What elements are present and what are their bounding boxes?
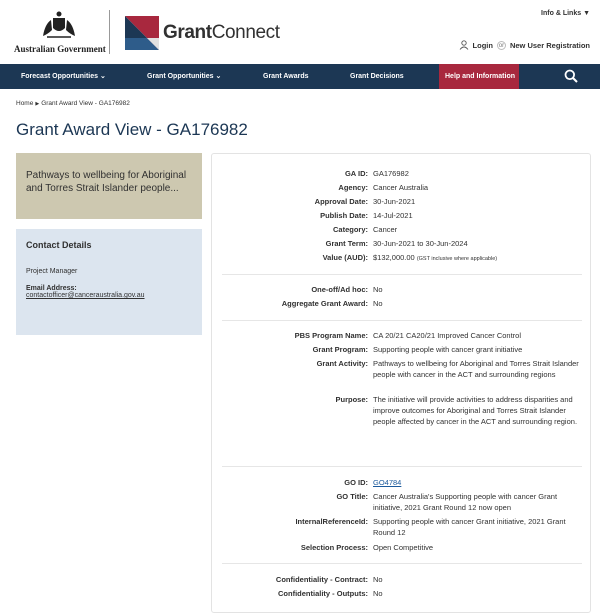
detail-value: Cancer — [373, 225, 398, 234]
award-summary: Pathways to wellbeing for Aboriginal and Torres Strait Islander people... — [26, 170, 187, 194]
detail-label: Agency: — [338, 183, 368, 192]
detail-value: Supporting people with cancer grant initiative — [373, 345, 523, 354]
caret-down-icon: ▼ — [583, 10, 590, 17]
site-header — [0, 0, 600, 64]
section-divider — [222, 320, 582, 321]
contact-details-panel — [16, 229, 202, 335]
detail-label: GA ID: — [344, 169, 368, 178]
page-title: Grant Award View - GA176982 — [16, 120, 248, 139]
nav-label: Help and Information — [445, 73, 515, 80]
detail-value: $132,000.00 — [373, 253, 415, 262]
detail-value: No — [373, 589, 383, 598]
account-links — [459, 40, 590, 50]
contact-email-link[interactable]: contactofficer@canceraustralia.gov.au — [26, 292, 145, 299]
nav-label: Grant Awards — [263, 73, 309, 80]
detail-label: GO Title: — [336, 492, 368, 501]
detail-label: Category: — [332, 225, 368, 234]
email-label: Email Address: — [26, 285, 77, 292]
detail-value: 14-Jul-2021 — [373, 211, 413, 220]
user-icon — [459, 40, 469, 50]
grantconnect-mark-icon[interactable] — [125, 16, 159, 50]
chevron-down-icon: ⌄ — [215, 73, 222, 80]
info-links-menu[interactable] — [541, 10, 590, 17]
detail-value: Supporting people with cancer Grant initiative, 2021 Grant Round 12 — [373, 517, 566, 537]
logo-divider — [109, 10, 110, 54]
nav-label: Grant Opportunities — [147, 73, 214, 80]
detail-label: Grant Program: — [312, 345, 368, 354]
nav-grant-decisions[interactable] — [350, 64, 404, 89]
nav-grant-awards[interactable] — [263, 64, 309, 89]
login-link[interactable]: Login — [472, 40, 493, 50]
contact-role: Project Manager — [26, 268, 78, 275]
detail-value: Pathways to wellbeing for Aboriginal and Torres Strait Islander people with cancer in the ACT and surrounding regions — [373, 359, 579, 379]
detail-label: Selection Process: — [300, 543, 368, 552]
breadcrumb-home[interactable]: Home — [16, 100, 34, 107]
gst-note: (GST inclusive where applicable) — [416, 256, 498, 262]
breadcrumb — [16, 100, 130, 107]
detail-value: GA176982 — [373, 169, 409, 178]
detail-label: Aggregate Grant Award: — [281, 299, 368, 308]
breadcrumb-arrow-icon: ▶ — [35, 101, 40, 107]
nav-label: Forecast Opportunities — [21, 73, 99, 80]
detail-value: No — [373, 575, 383, 584]
detail-value: No — [373, 285, 383, 294]
detail-label: Confidentiality - Contract: — [275, 575, 368, 584]
detail-label: Grant Activity: — [316, 359, 368, 368]
award-summary-panel — [16, 153, 202, 219]
detail-label: Purpose: — [335, 395, 368, 404]
nav-label: Grant Decisions — [350, 73, 404, 80]
nav-grant-opportunities[interactable] — [147, 64, 221, 89]
register-link[interactable]: New User Registration — [509, 40, 590, 50]
detail-value: Cancer Australia's Supporting people with cancer Grant initiative, 2021 Grant Round 12 now open — [373, 492, 558, 512]
chevron-down-icon: ⌄ — [99, 73, 106, 80]
or-separator: or — [498, 42, 505, 49]
detail-value: CA 20/21 CA20/21 Improved Cancer Control — [373, 331, 521, 340]
award-details-card — [211, 153, 591, 613]
detail-value: 30-Jun-2021 to 30-Jun-2024 — [373, 239, 468, 248]
detail-label: One-off/Ad hoc: — [311, 285, 368, 294]
search-icon[interactable] — [564, 69, 578, 83]
detail-value: No — [373, 299, 383, 308]
detail-label: Publish Date: — [320, 211, 368, 220]
section-divider — [222, 563, 582, 564]
grantconnect-wordmark[interactable] — [163, 22, 280, 44]
contact-heading: Contact Details — [26, 240, 92, 250]
nav-forecast-opportunities[interactable] — [21, 64, 106, 89]
detail-value: The initiative will provide activities to address disparities and improve outcomes for Aboriginal and Torres Strait Islander people affected by cancer in the ACT and surrounding region. — [373, 395, 578, 426]
detail-label: Grant Term: — [325, 239, 368, 248]
coat-of-arms-icon — [39, 10, 79, 40]
detail-label: PBS Program Name: — [294, 331, 368, 340]
section-divider — [222, 466, 582, 467]
section-divider — [222, 274, 582, 275]
australian-government-logo[interactable] — [14, 10, 104, 54]
detail-value: 30-Jun-2021 — [373, 197, 416, 206]
detail-label: GO ID: — [344, 478, 368, 487]
detail-label: Confidentiality - Outputs: — [278, 589, 368, 598]
detail-value: Cancer Australia — [373, 183, 429, 192]
main-nav — [0, 64, 600, 89]
government-name: Australian Government — [14, 44, 106, 54]
go-id-link[interactable]: GO4784 — [373, 478, 402, 487]
brand-rest: Connect — [211, 22, 280, 43]
info-links-label: Info & Links — [541, 10, 582, 17]
detail-label: InternalReferenceId: — [295, 517, 368, 526]
detail-value: Open Competitive — [373, 543, 434, 552]
brand-bold: Grant — [163, 22, 212, 43]
detail-label: Approval Date: — [314, 197, 368, 206]
breadcrumb-current: Grant Award View - GA176982 — [41, 100, 130, 107]
nav-help-and-information[interactable] — [439, 64, 519, 89]
detail-label: Value (AUD): — [322, 253, 368, 262]
